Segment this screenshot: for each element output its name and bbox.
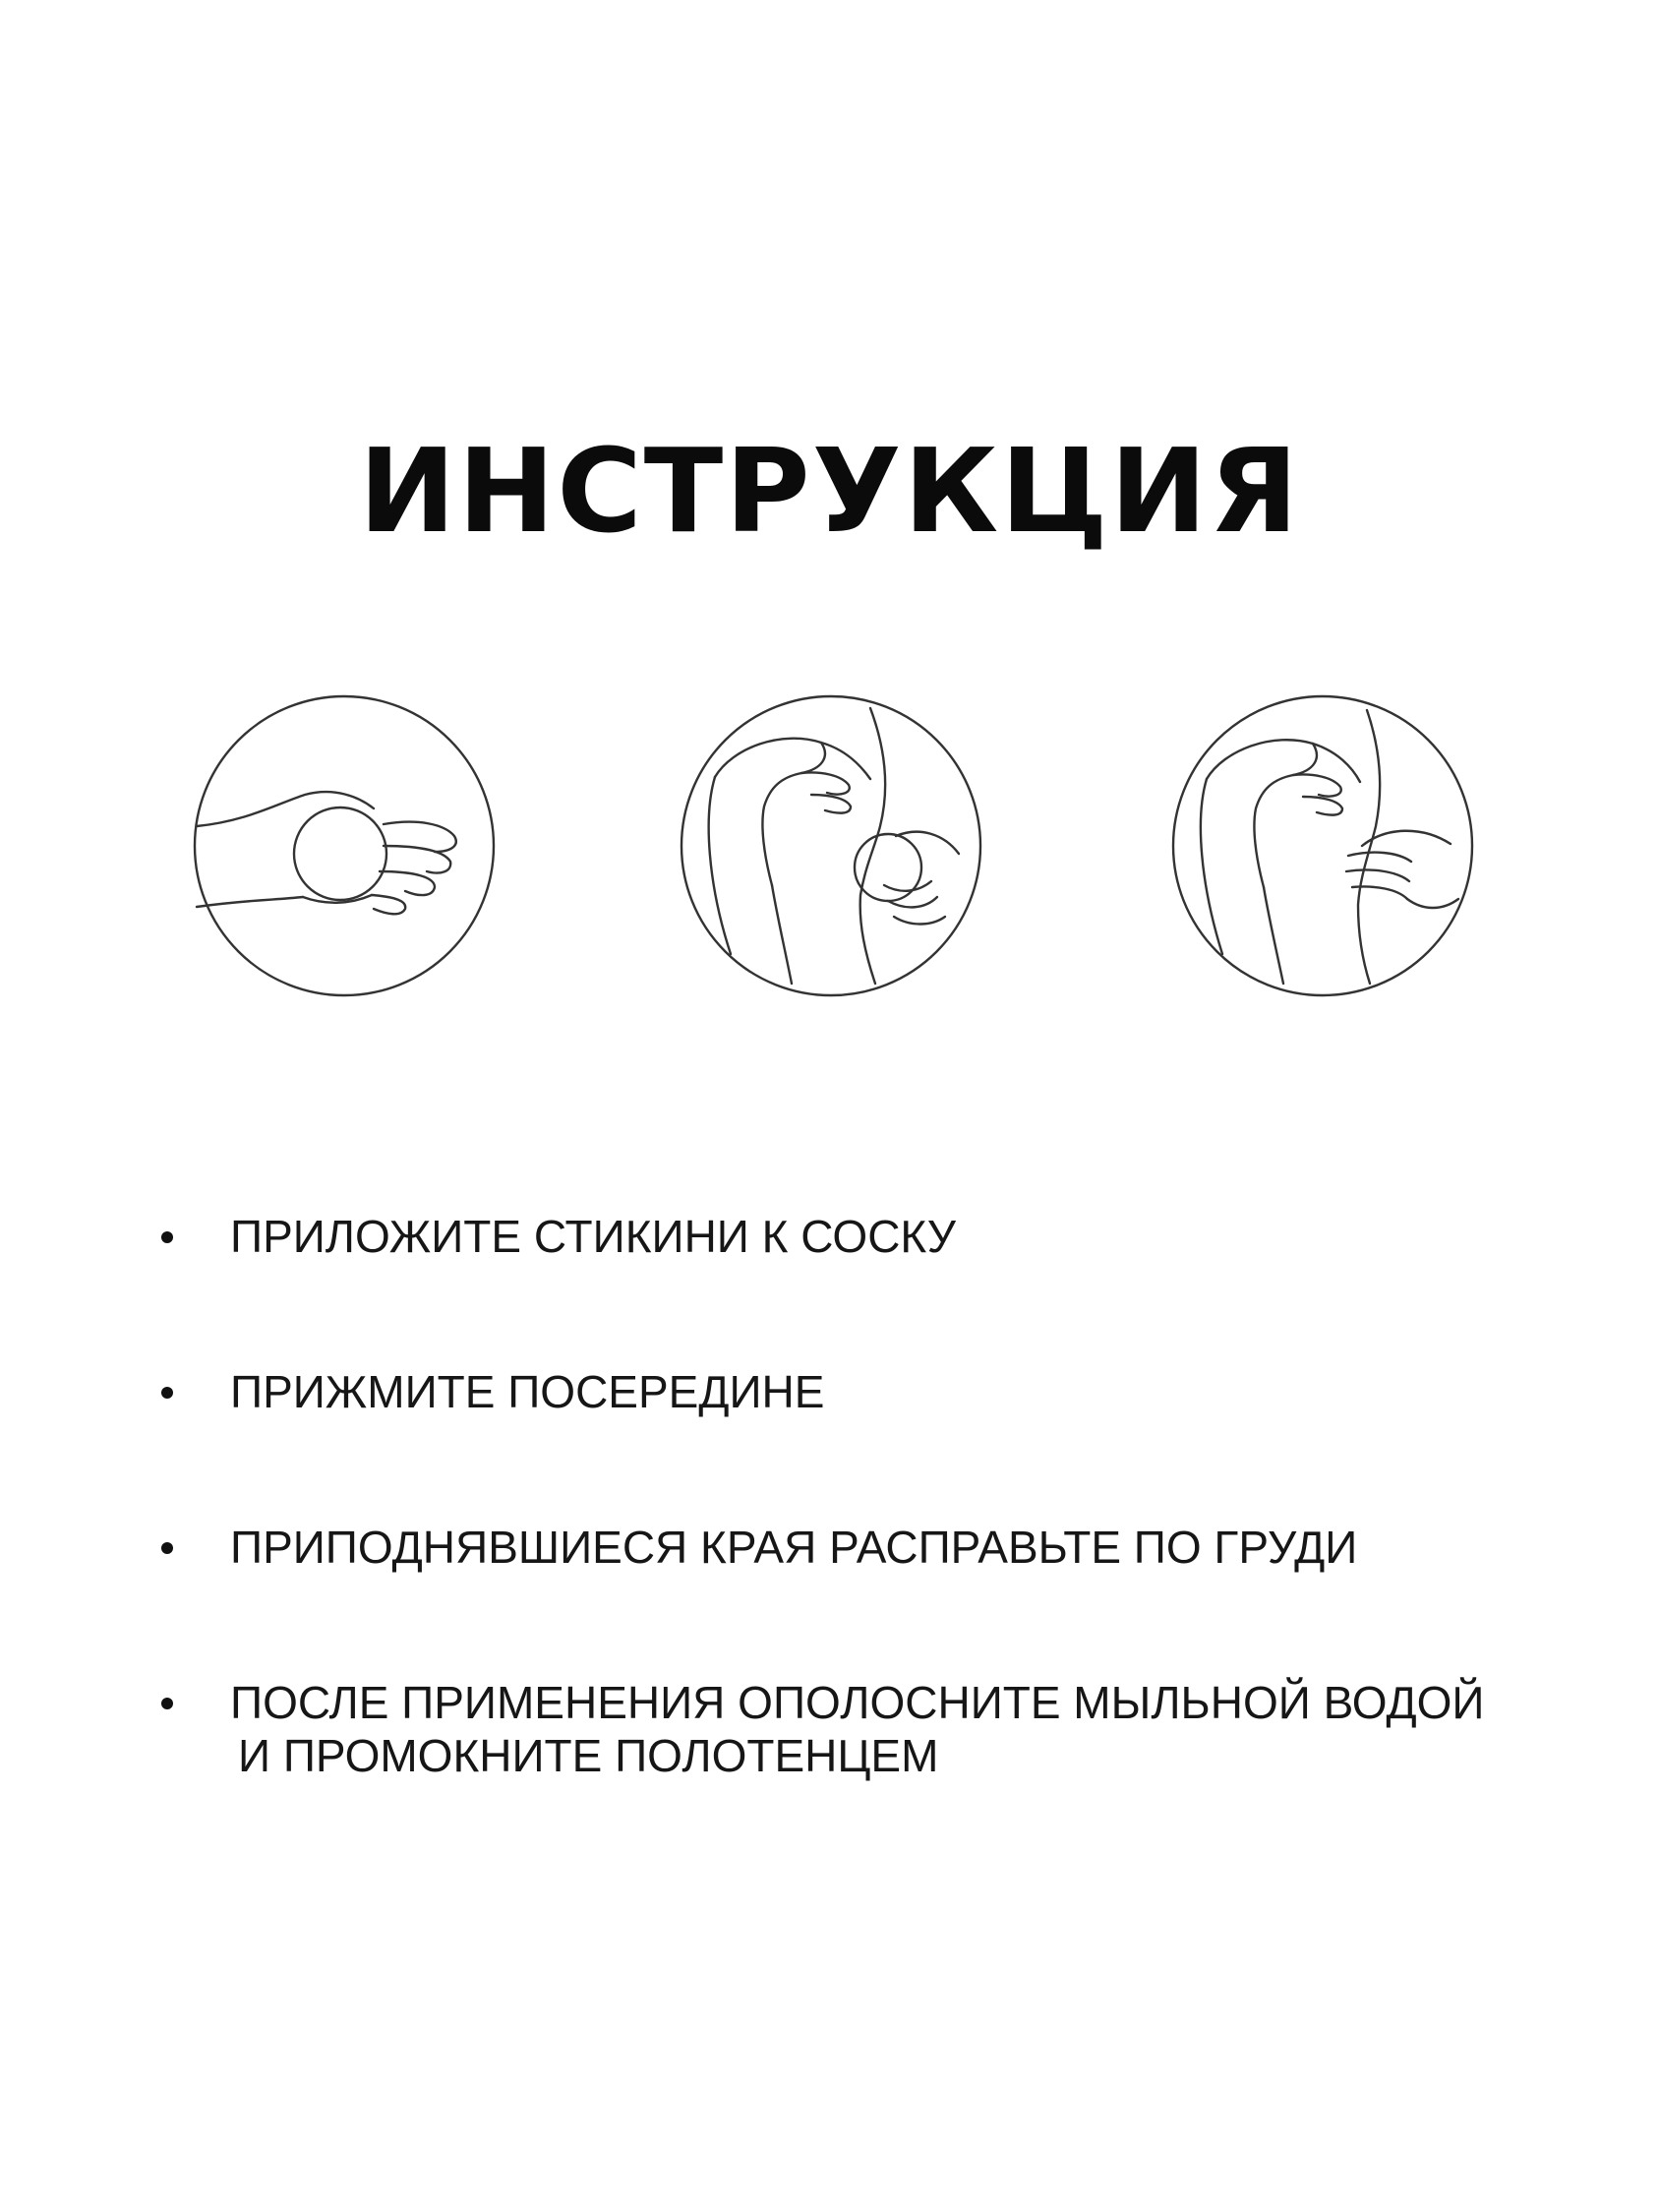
applying-sticker-to-chest-icon (674, 688, 988, 1003)
pressing-sticker-edges-icon (1165, 688, 1480, 1003)
step-text: ПРИПОДНЯВШИЕСЯ КРАЯ РАСПРАВЬТЕ ПО ГРУДИ (230, 1522, 1358, 1573)
step-text: ПРИЛОЖИТЕ СТИКИНИ К СОСКУ (230, 1211, 956, 1262)
list-item (157, 1210, 1534, 1263)
step-text: ПОСЛЕ ПРИМЕНЕНИЯ ОПОЛОСНИТЕ МЫЛЬНОЙ ВОДОЙ (230, 1677, 1485, 1728)
hand-holding-sticker-icon (187, 688, 502, 1003)
step-text: ПРИЖМИТЕ ПОСЕРЕДИНЕ (230, 1366, 825, 1417)
instruction-list (157, 1210, 1534, 1782)
list-item (157, 1365, 1534, 1418)
page-title: ИНСТРУКЦИЯ (358, 423, 1301, 559)
bullet-icon (161, 1231, 173, 1243)
list-item (157, 1521, 1534, 1574)
bullet-icon (161, 1698, 173, 1709)
step-text-continued: И ПРОМОКНИТЕ ПОЛОТЕНЦЕМ (238, 1730, 939, 1781)
list-item (157, 1676, 1534, 1782)
bullet-icon (161, 1387, 173, 1399)
bullet-icon (161, 1542, 173, 1554)
